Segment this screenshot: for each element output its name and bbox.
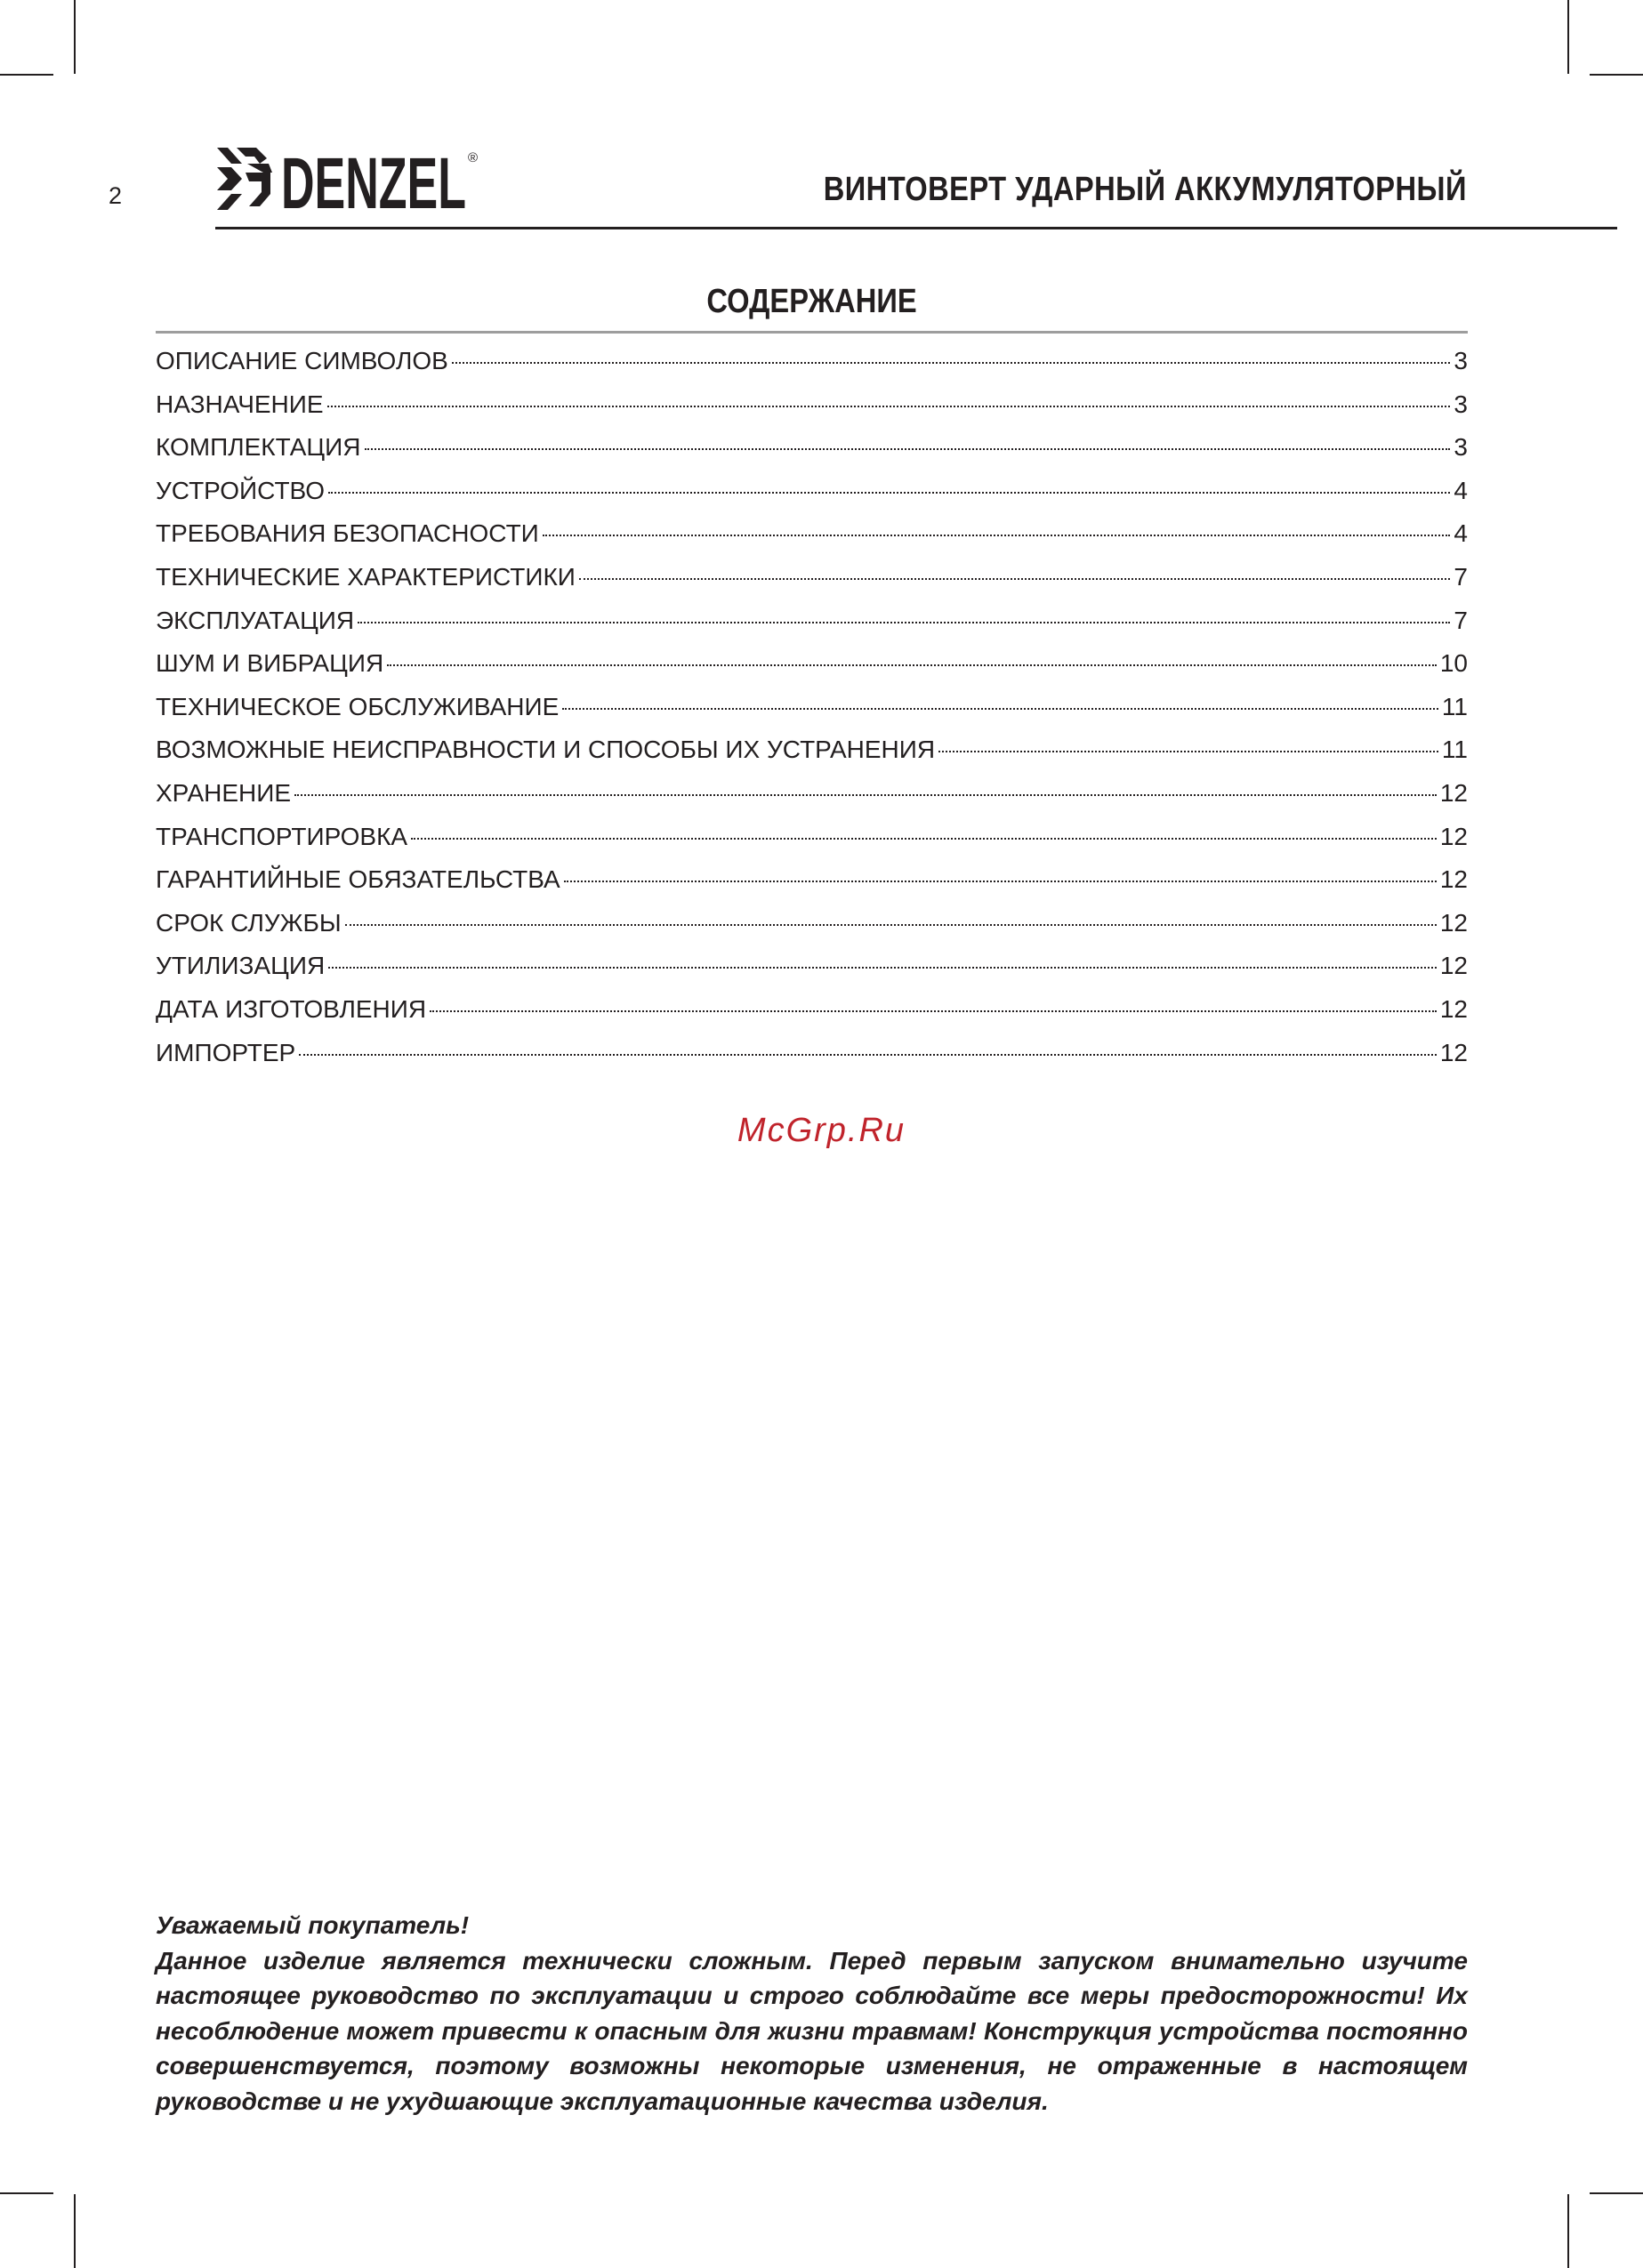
- toc-entry[interactable]: [156, 779, 1468, 823]
- toc-entry[interactable]: [156, 433, 1468, 477]
- toc-dot-leader: [328, 967, 1437, 969]
- denzel-logo: [215, 142, 482, 215]
- notice-body: Данное изделие является технически сложным. Перед первым запуском внимательно изучите настоящее руководство по эксплуатации и строго соблюдайте все меры предосторожности! Их несоблюдение может привести к опасным для жизни травмам! Конструкция устройства постоянно совершенствуется, поэтому возможны некоторые изменения, не отраженные в настоящем руководстве и не ухудшающие эксплуатационные качества изделия.: [156, 1946, 1468, 2115]
- toc-entry-title: УСТРОЙСТВО: [156, 476, 326, 504]
- toc-entry[interactable]: [156, 865, 1468, 909]
- toc-dot-leader: [564, 881, 1437, 882]
- brand-wordmark: DENZEL: [281, 143, 466, 215]
- registered-mark: ®: [468, 150, 479, 165]
- toc-dot-leader: [345, 924, 1437, 926]
- toc-dot-leader: [411, 838, 1437, 840]
- toc-dot-leader: [327, 406, 1451, 407]
- crop-mark: [0, 2192, 53, 2194]
- toc-entry-page: 4: [1454, 476, 1468, 504]
- toc-entry-page: 12: [1439, 865, 1468, 894]
- toc-entry[interactable]: [156, 347, 1468, 390]
- toc-dot-leader: [452, 362, 1451, 364]
- toc-entry-page: 12: [1439, 1038, 1468, 1066]
- toc-dot-leader: [365, 448, 1451, 450]
- toc-entry-page: 12: [1439, 952, 1468, 980]
- toc-dot-leader: [562, 708, 1438, 710]
- toc-entry-title: ЭКСПЛУАТАЦИЯ: [156, 606, 355, 634]
- page-number: 2: [109, 182, 123, 209]
- toc-entry-page: 12: [1439, 822, 1468, 850]
- toc-entry[interactable]: [156, 952, 1468, 995]
- toc-entry[interactable]: [156, 693, 1468, 736]
- toc-entry-page: 12: [1439, 994, 1468, 1023]
- toc-entry[interactable]: [156, 995, 1468, 1039]
- toc-entry-page: 10: [1439, 649, 1468, 678]
- toc-entry[interactable]: [156, 909, 1468, 953]
- toc-dot-leader: [543, 535, 1451, 536]
- toc-entry-page: 3: [1454, 390, 1468, 418]
- toc-entry[interactable]: [156, 477, 1468, 520]
- table-of-contents: [156, 347, 1468, 1082]
- toc-entry[interactable]: [156, 390, 1468, 434]
- toc-entry-title: ТРАНСПОРТИРОВКА: [156, 822, 408, 850]
- toc-entry-title: КОМПЛЕКТАЦИЯ: [156, 433, 361, 462]
- header-rule: [215, 227, 1617, 229]
- toc-entry[interactable]: [156, 519, 1468, 563]
- toc-entry-title: ТРЕБОВАНИЯ БЕЗОПАСНОСТИ: [156, 519, 539, 548]
- crop-mark: [1567, 0, 1569, 74]
- toc-entry-page: 4: [1454, 519, 1468, 548]
- toc-entry-title: ТЕХНИЧЕСКОЕ ОБСЛУЖИВАНИЕ: [156, 692, 560, 720]
- toc-entry-page: 12: [1439, 778, 1468, 807]
- crop-mark: [1590, 74, 1643, 76]
- toc-entry[interactable]: [156, 1039, 1468, 1082]
- denzel-emblem-icon: [217, 148, 272, 210]
- toc-entry-page: 11: [1441, 736, 1468, 764]
- toc-heading: СОДЕРЖАНИЕ: [706, 283, 917, 320]
- notice-greeting: Уважаемый покупатель!: [156, 1911, 470, 1939]
- toc-dot-leader: [328, 492, 1450, 494]
- toc-entry-title: ДАТА ИЗГОТОВЛЕНИЯ: [156, 994, 427, 1023]
- toc-entry-title: ОПИСАНИЕ СИМВОЛОВ: [156, 347, 448, 374]
- toc-dot-leader: [294, 794, 1437, 796]
- toc-entry-page: 3: [1454, 433, 1468, 462]
- toc-entry[interactable]: [156, 823, 1468, 866]
- toc-dot-leader: [579, 578, 1450, 580]
- toc-entry[interactable]: [156, 607, 1468, 650]
- toc-dot-leader: [358, 622, 1450, 623]
- toc-entry[interactable]: [156, 649, 1468, 693]
- toc-entry-page: 3: [1454, 347, 1468, 374]
- toc-entry-title: ГАРАНТИЙНЫЕ ОБЯЗАТЕЛЬСТВА: [156, 865, 560, 894]
- toc-entry-title: СРОК СЛУЖБЫ: [156, 908, 342, 937]
- toc-entry-title: УТИЛИЗАЦИЯ: [156, 952, 326, 980]
- toc-entry-page: 11: [1441, 692, 1468, 720]
- toc-entry-title: НАЗНАЧЕНИЕ: [156, 390, 324, 418]
- customer-notice: [156, 1908, 1468, 2119]
- toc-entry-title: ТЕХНИЧЕСКИЕ ХАРАКТЕРИСТИКИ: [156, 562, 576, 591]
- toc-entry[interactable]: [156, 563, 1468, 607]
- toc-entry-title: ШУМ И ВИБРАЦИЯ: [156, 649, 384, 678]
- toc-dot-leader: [387, 664, 1437, 666]
- toc-heading-rule: [156, 331, 1468, 334]
- watermark: McGrp.Ru: [737, 1112, 906, 1149]
- toc-dot-leader: [430, 1010, 1437, 1012]
- toc-entry[interactable]: [156, 736, 1468, 779]
- toc-entry-title: ИМПОРТЕР: [156, 1038, 296, 1066]
- toc-dot-leader: [299, 1054, 1437, 1056]
- crop-mark: [74, 0, 76, 74]
- toc-entry-page: 12: [1439, 908, 1468, 937]
- toc-entry-page: 7: [1454, 606, 1468, 634]
- crop-mark: [0, 74, 53, 76]
- toc-entry-page: 7: [1454, 562, 1468, 591]
- toc-entry-title: ВОЗМОЖНЫЕ НЕИСПРАВНОСТИ И СПОСОБЫ ИХ УСТРАНЕНИЯ: [156, 736, 936, 764]
- crop-mark: [1567, 2194, 1569, 2268]
- crop-mark: [74, 2194, 76, 2268]
- document-title: ВИНТОВЕРТ УДАРНЫЙ АККУМУЛЯТОРНЫЙ: [823, 171, 1467, 208]
- toc-dot-leader: [938, 751, 1438, 752]
- crop-mark: [1590, 2192, 1643, 2194]
- toc-entry-title: ХРАНЕНИЕ: [156, 778, 292, 807]
